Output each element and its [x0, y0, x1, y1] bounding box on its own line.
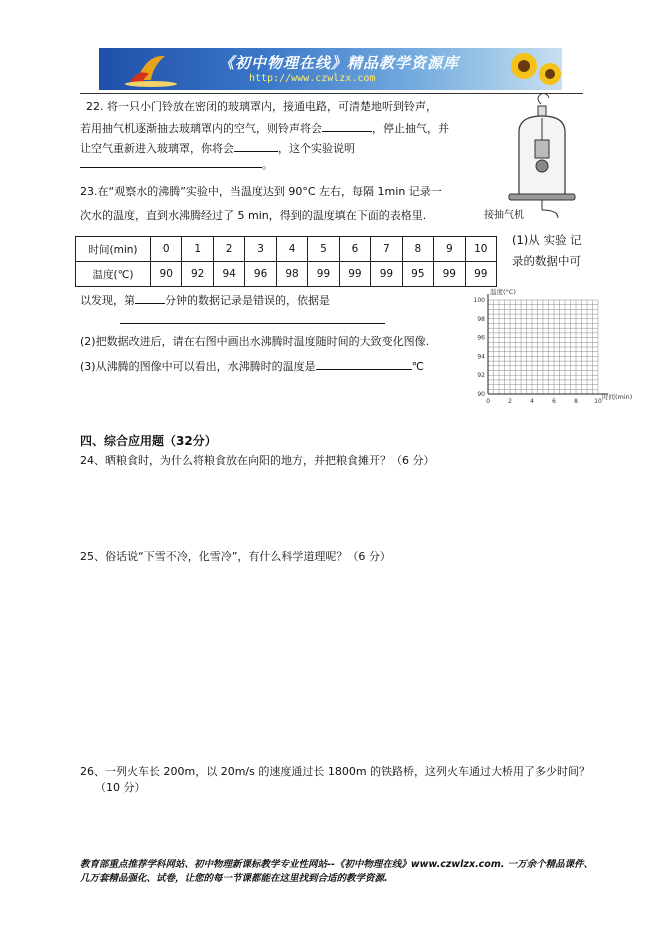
y-tick-label: 98	[477, 315, 485, 323]
pump-label: 接抽气机	[484, 210, 524, 221]
table-cell: 99	[465, 262, 496, 287]
banner-title: 《初中物理在线》精品教学资源库	[219, 54, 460, 72]
table-cell: 8	[402, 237, 433, 262]
table-cell: 99	[371, 262, 402, 287]
table-cell: 99	[339, 262, 370, 287]
table-cell: 时间(min)	[76, 237, 151, 262]
q22-blank-2[interactable]	[234, 140, 278, 152]
table-cell: 90	[151, 262, 182, 287]
banner-logo	[107, 50, 197, 88]
sunflower-icon	[502, 48, 562, 90]
table-cell: 95	[402, 262, 433, 287]
x-tick-label: 0	[486, 398, 490, 405]
table-cell: 92	[182, 262, 213, 287]
q22-text: 让空气重新进入玻璃罩，你将会	[80, 142, 234, 155]
temperature-time-grid[interactable]	[468, 286, 644, 410]
x-tick-label: 10	[594, 398, 602, 405]
temperature-table	[75, 236, 497, 287]
y-tick-label: 100	[473, 297, 485, 304]
bell-jar-figure	[505, 92, 585, 222]
q22-line1: 22. 将一只小门铃放在密闭的玻璃罩内，接通电路，可清楚地听到铃声，	[86, 100, 437, 113]
y-tick-label: 92	[477, 372, 485, 380]
y-tick-label: 90	[477, 391, 485, 398]
table-cell: 1	[182, 237, 213, 262]
banner-url[interactable]: http://www.czwlzx.com	[249, 73, 376, 84]
q22-text: 若用抽气机逐渐抽去玻璃罩内的空气，则铃声将会	[80, 122, 322, 135]
q23-side-a: (1)从 实验 记	[512, 233, 582, 247]
q24-text: 24、晒粮食时，为什么将粮食放在向阳的地方，并把粮食摊开？（6 分）	[80, 454, 435, 467]
q23-text: (3)从沸腾的图像中可以看出，水沸腾时的温度是	[80, 360, 316, 373]
q22-text: ，停止抽气，并	[372, 122, 449, 135]
x-tick-label: 2	[508, 398, 512, 405]
table-cell: 4	[276, 237, 307, 262]
q25-text: 25、俗话说“下雪不冷，化雪冷”，有什么科学道理呢？（6 分）	[80, 550, 391, 563]
x-tick-label: 6	[552, 398, 556, 405]
q23-text: 以发现，第	[80, 294, 135, 307]
x-axis-label: 时间(min)	[602, 393, 633, 401]
table-cell: 5	[308, 237, 339, 262]
y-tick-label: 94	[477, 353, 485, 361]
q23-part1	[80, 292, 330, 308]
table-row	[76, 237, 497, 262]
table-cell: 96	[245, 262, 276, 287]
q22-line3	[80, 140, 355, 156]
header-banner	[99, 48, 562, 90]
q23-text: ℃	[411, 360, 424, 373]
q22-line2	[80, 120, 449, 136]
q22-line4	[80, 156, 273, 172]
q22-blank-3[interactable]	[80, 156, 262, 168]
table-cell: 0	[151, 237, 182, 262]
q26-points: （10 分）	[95, 781, 146, 794]
q23-side-b: 录的数据中可	[512, 254, 581, 268]
x-tick-label: 8	[574, 398, 578, 405]
footer-line1: 教育部重点推荐学科网站、初中物理新课标教学专业性网站--《初中物理在线》www.czwlzx.com. 一万余个精品课件、	[80, 859, 594, 870]
table-cell: 温度(℃)	[76, 262, 151, 287]
y-axis-label: 温度(°C)	[490, 288, 516, 296]
table-cell: 98	[276, 262, 307, 287]
q23-text: 分钟的数据记录是错误的，依据是	[165, 294, 330, 307]
q26-text: 26、一列火车长 200m，以 20m/s 的速度通过长 1800m 的铁路桥，这列火车通过大桥用了多少时间？	[80, 765, 591, 778]
table-cell: 10	[465, 237, 496, 262]
y-tick-label: 96	[477, 334, 485, 342]
table-row	[76, 262, 497, 287]
q23-part3	[80, 358, 424, 374]
table-cell: 94	[213, 262, 244, 287]
q23-blank-minute[interactable]	[135, 292, 165, 304]
table-cell: 7	[371, 237, 402, 262]
section4-heading: 四、综合应用题（32分）	[80, 434, 217, 448]
table-cell: 99	[308, 262, 339, 287]
x-tick-label: 4	[530, 398, 534, 405]
q23-blank-reason[interactable]	[120, 323, 385, 324]
q23-blank-temp[interactable]	[316, 358, 412, 370]
q22-blank-1[interactable]	[322, 120, 372, 132]
q23-part2: (2)把数据改进后，请在右图中画出水沸腾时温度随时间的大致变化图像.	[80, 335, 430, 348]
table-cell: 99	[434, 262, 465, 287]
table-cell: 6	[339, 237, 370, 262]
table-cell: 3	[245, 237, 276, 262]
table-cell: 2	[213, 237, 244, 262]
q23-line2: 次水的温度，直到水沸腾经过了 5 min，得到的温度填在下面的表格里.	[80, 209, 427, 222]
q23-line1: 23.在“观察水的沸腾”实验中，当温度达到 90°C 左右，每隔 1min 记录一	[80, 185, 442, 198]
q22-text: ，这个实验说明	[278, 142, 355, 155]
table-cell: 9	[434, 237, 465, 262]
q22-text: 。	[262, 158, 273, 171]
footer-line2: 几万套精品强化、试卷，让您的每一节课都能在这里找到合适的教学资源.	[80, 873, 388, 884]
